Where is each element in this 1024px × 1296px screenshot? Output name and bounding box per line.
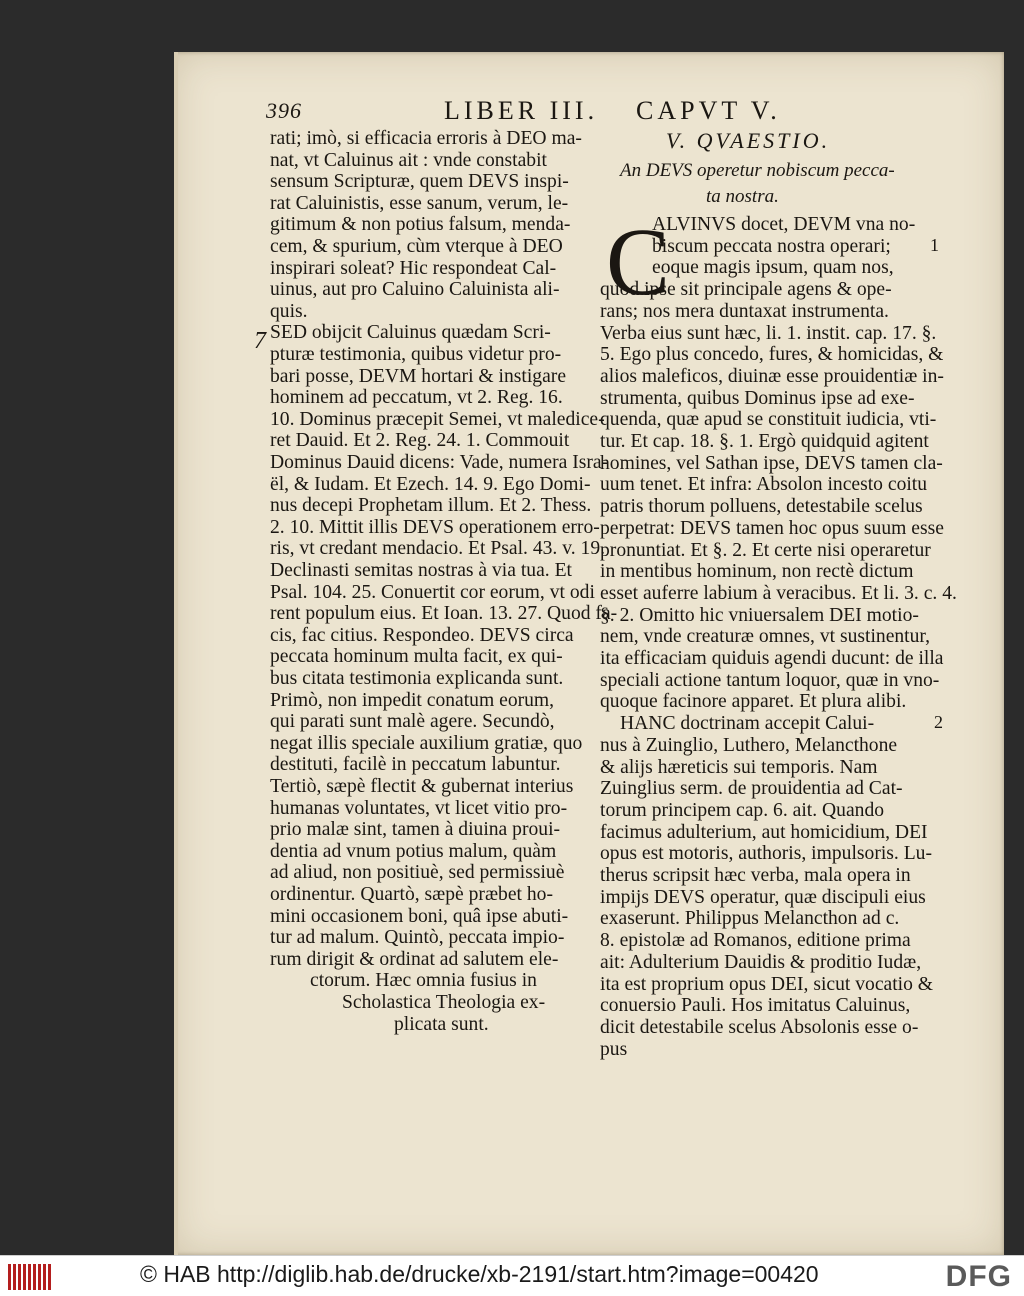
text-line: ait: Adulterium Dauidis & proditio Iudæ, — [600, 951, 922, 973]
text-line: Zuinglius serm. de prouidentia ad Cat- — [600, 778, 903, 800]
question-title: V. QVAESTIO. — [666, 128, 831, 153]
text-line: rati; imò, si efficacia erroris à DEO ma- — [270, 128, 582, 149]
text-line: ris, vt credant mendacio. Et Psal. 43. v. 19. — [270, 538, 606, 560]
text-line: ctorum. Hæc omnia fusius in — [310, 970, 537, 992]
text-line: uum tenet. Et infra: Absolon incesto coitu — [600, 474, 928, 496]
text-line: negat illis speciale auxilium gratiæ, quo — [270, 732, 583, 754]
text-line: speciali actione tantum loquor, quæ in vno- — [600, 669, 940, 691]
text-line: rans; nos mera duntaxat instrumenta. — [600, 300, 889, 322]
text-line: quenda, quæ apud se constituit iudicia, vti- — [600, 409, 937, 431]
text-line: tur ad malum. Quintò, peccata impio- — [270, 927, 565, 949]
text-line: opus est motoris, authoris, impulsoris. Lu- — [600, 843, 932, 865]
text-line: ël, & Iudam. Et Ezech. 14. 9. Ego Domi- — [270, 473, 591, 495]
text-line: impijs DEVS operatur, quæ discipuli eius — [600, 886, 926, 908]
text-line: uinus, aut pro Caluino Caluinista ali- — [270, 279, 560, 301]
text-line: Tertiò, sæpè flectit & gubernat interius — [270, 776, 574, 797]
copyright-url-text[interactable]: © HAB http://diglib.hab.de/drucke/xb-2191/start.htm?image=00420 — [140, 1261, 819, 1287]
margin-number-1: 1 — [930, 235, 939, 255]
page-edge — [174, 52, 178, 1255]
text-line: hominem ad peccatum, vt 2. Reg. 16. — [270, 387, 563, 409]
text-line: §. 2. Omitto hic vniuersalem DEI motio- — [600, 604, 919, 626]
text-line: cem, & spurium, cùm vterque à DEO — [270, 236, 563, 257]
text-line: inspirari soleat? Hic respondeat Cal- — [270, 257, 557, 279]
margin-number-2: 2 — [934, 712, 943, 732]
text-line: 2. 10. Mittit illis DEVS operationem erro- — [270, 516, 600, 538]
text-line: quod ipse sit principale agens & ope- — [600, 279, 892, 301]
text-line: conuersio Pauli. Hos imitatus Caluinus, — [600, 995, 911, 1017]
text-line: SED obijcit Caluinus quædam Scri- — [270, 322, 551, 344]
text-line: esset auferre labium à veracibus. Et li. 3. c. 4. — [600, 582, 957, 604]
question-subtitle-line-1: An DEVS operetur nobiscum pecca- — [620, 160, 895, 181]
text-line: biscum peccata nostra operari; — [652, 235, 891, 257]
text-line: ita est proprium opus DEI, sicut vocatio & — [600, 973, 934, 995]
text-line: bari posse, DEVM hortari & instigare — [270, 365, 567, 387]
text-line: Scholastica Theologia ex- — [342, 992, 546, 1013]
text-line: ad aliud, non positiuè, sed permissiuè — [270, 862, 565, 884]
question-subtitle-line-2: ta nostra. — [706, 186, 779, 207]
text-line: nat, vt Caluinus ait : vnde constabit — [270, 149, 547, 171]
text-line: nus à Zuinglio, Luthero, Melancthone — [600, 734, 898, 756]
text-line: HANC doctrinam accepit Calui- — [620, 713, 875, 735]
text-line: homines, vel Sathan ipse, DEVS tamen cla- — [600, 452, 943, 474]
text-line: ALVINVS docet, DEVM vna no- — [652, 214, 916, 235]
hab-logo[interactable] — [8, 1264, 52, 1290]
text-line: 8. epistolæ ad Romanos, editione prima — [600, 930, 911, 952]
text-line: alios maleficos, diuinæ esse prouidentiæ in- — [600, 365, 944, 387]
text-line: nem, vnde creaturæ omnes, vt sustinentur, — [600, 626, 931, 648]
text-line: cis, fac citius. Respondeo. DEVS circa — [270, 624, 574, 646]
dfg-logo[interactable]: DFG — [945, 1260, 1012, 1293]
text-line: exaserunt. Philippus Melancthon ad c. — [600, 908, 900, 930]
margin-number-7: 7 — [254, 328, 266, 354]
text-line: rent populum eius. Et Ioan. 13. 27. Quod fa- — [270, 603, 618, 625]
text-line: & alijs hæreticis sui temporis. Nam — [600, 756, 878, 778]
text-line: therus scripsit hæc verba, mala opera in — [600, 865, 911, 886]
text-line: dicit detestabile scelus Absolonis esse o- — [600, 1016, 919, 1038]
text-line: destituti, facilè in peccatum labuntur. — [270, 754, 561, 776]
text-line: sensum Scripturæ, quem DEVS inspi- — [270, 171, 569, 193]
text-line: patris thorum polluens, detestabile scelus — [600, 496, 923, 518]
footer-bar — [0, 1255, 1024, 1296]
text-line: torum principem cap. 6. ait. Quando — [600, 799, 885, 821]
text-line: gitimum & non potius falsum, menda- — [270, 214, 571, 236]
text-line: in mentibus hominum, non rectè dictum — [600, 561, 914, 583]
text-line: humanas voluntates, vt licet vitio pro- — [270, 797, 568, 819]
text-line: strumenta, quibus Dominus ipse ad exe- — [600, 387, 915, 409]
text-line: ret Dauid. Et 2. Reg. 24. 1. Commouit — [270, 430, 570, 452]
text-line: rum dirigit & ordinat ad salutem ele- — [270, 948, 559, 970]
text-line: tur. Et cap. 18. §. 1. Ergò quidquid agitent — [600, 431, 929, 452]
text-line: 10. Dominus præcepit Semei, vt maledice- — [270, 408, 605, 430]
text-line: bus citata testimonia explicanda sunt. — [270, 668, 564, 689]
text-line: prio malæ sint, tamen à diuina proui- — [270, 819, 561, 841]
text-line: peccata hominum multa facit, ex qui- — [270, 646, 563, 668]
text-line: dentia ad vnum potius malum, quàm — [270, 840, 557, 862]
text-line: 5. Ego plus concedo, fures, & homicidas, & — [600, 344, 944, 366]
text-line: pronuntiat. Et §. 2. Et certe nisi operaretur — [600, 539, 931, 561]
text-line: facimus adulterium, aut homicidium, DEI — [600, 821, 928, 843]
text-line: Dominus Dauid dicens: Vade, numera Isra- — [270, 452, 609, 473]
text-line: nus decepi Prophetam illum. Et 2. Thess. — [270, 495, 592, 517]
text-line: pus — [600, 1038, 628, 1060]
text-line: ordinentur. Quartò, sæpè præbet ho- — [270, 884, 553, 905]
drop-capital: C — [606, 208, 671, 315]
text-line: plicata sunt. — [394, 1013, 489, 1035]
text-line: quoque facinore apparet. Et plura alibi. — [600, 691, 907, 713]
text-line: mini occasionem boni, quâ ipse abuti- — [270, 905, 569, 927]
text-line: Declinasti semitas nostras à via tua. Et — [270, 560, 572, 581]
text-line: eoque magis ipsum, quam nos, — [652, 257, 894, 279]
text-line: Psal. 104. 25. Conuertit cor eorum, vt odi — [270, 581, 595, 603]
text-line: pturæ testimonia, quibus videtur pro- — [270, 344, 562, 365]
text-line: rat Caluinistis, esse sanum, verum, le- — [270, 192, 569, 214]
text-line: quis. — [270, 300, 308, 322]
text-line: qui parati sunt malè agere. Secundò, — [270, 711, 555, 733]
text-line: Verba eius sunt hæc, li. 1. instit. cap. 17. §. — [600, 322, 937, 344]
text-line: ita efficaciam quiduis agendi ducunt: de illa — [600, 648, 944, 669]
text-line: perpetrat: DEVS tamen hoc opus suum esse — [600, 517, 944, 539]
page-number: 396 — [266, 98, 302, 123]
text-line: Primò, non impedit conatum eorum, — [270, 689, 555, 711]
running-head-book: LIBER III. — [444, 96, 599, 125]
running-head-chapter: CAPVT V. — [636, 96, 781, 125]
